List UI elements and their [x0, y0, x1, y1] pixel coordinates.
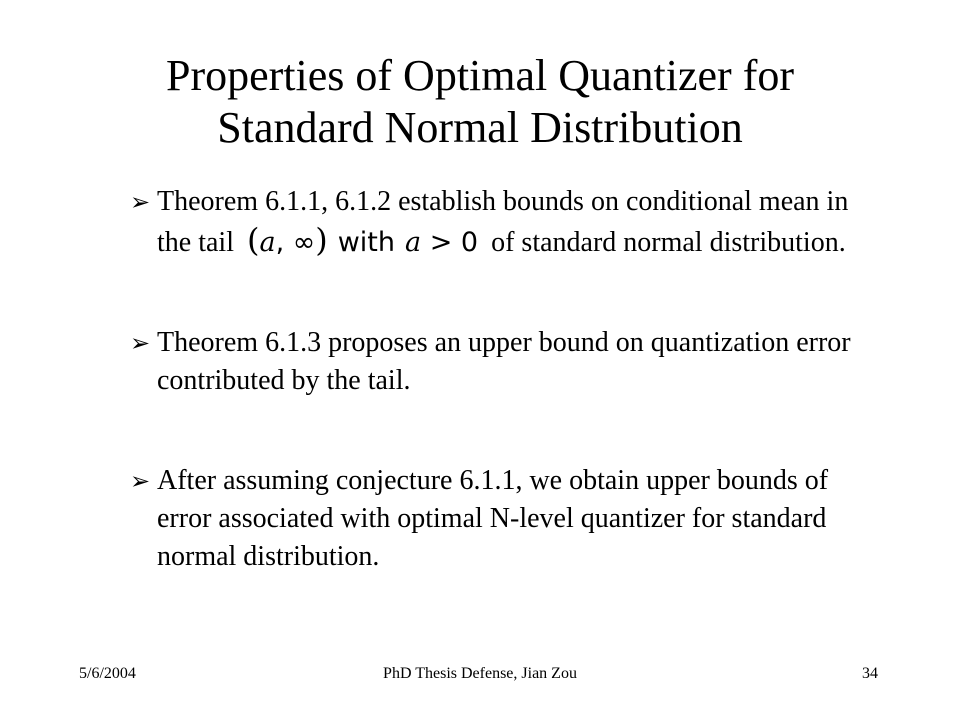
- formula-var-a: a: [259, 227, 276, 258]
- footer-page-number: 34: [862, 665, 878, 682]
- bullet-2-text: Theorem 6.1.3 proposes an upper bound on quantization error contributed by the tail.: [157, 327, 851, 396]
- arrow-bullet-icon: ➢: [130, 329, 151, 357]
- bullet-item-3: [130, 462, 870, 576]
- slide-title: [0, 50, 960, 154]
- footer-date: 5/6/2004: [79, 665, 136, 682]
- bullet-3-text: After assuming conjecture 6.1.1, we obtain upper bounds of error associated with optimal N-level quantizer for standard normal distribution.: [157, 465, 829, 572]
- formula-close-paren: ): [315, 221, 328, 259]
- bullet-item-2: [130, 324, 870, 400]
- bullet-list: [130, 183, 870, 638]
- slide-title-line-1: Properties of Optimal Quantizer for: [165, 51, 795, 100]
- arrow-bullet-icon: ➢: [130, 188, 151, 216]
- tail-interval-formula: [241, 221, 484, 262]
- bullet-1-text-before: Theorem 6.1.1, 6.1.2 establish bounds on conditional mean in the tail: [157, 186, 849, 258]
- footer-presentation-info: PhD Thesis Defense, Jian Zou: [383, 665, 577, 682]
- slide-title-line-2: Standard Normal Distribution: [217, 103, 743, 152]
- formula-open-paren: (: [246, 221, 260, 259]
- arrow-bullet-icon: ➢: [130, 467, 151, 495]
- bullet-item-1: [130, 183, 870, 262]
- formula-var-a-2: a: [405, 227, 422, 258]
- formula-comma-infinity: , ∞: [275, 227, 316, 258]
- bullet-1-text-after: of standard normal distribution.: [491, 227, 846, 258]
- formula-relation: > 0: [421, 227, 479, 258]
- formula-with-word: with: [337, 227, 396, 258]
